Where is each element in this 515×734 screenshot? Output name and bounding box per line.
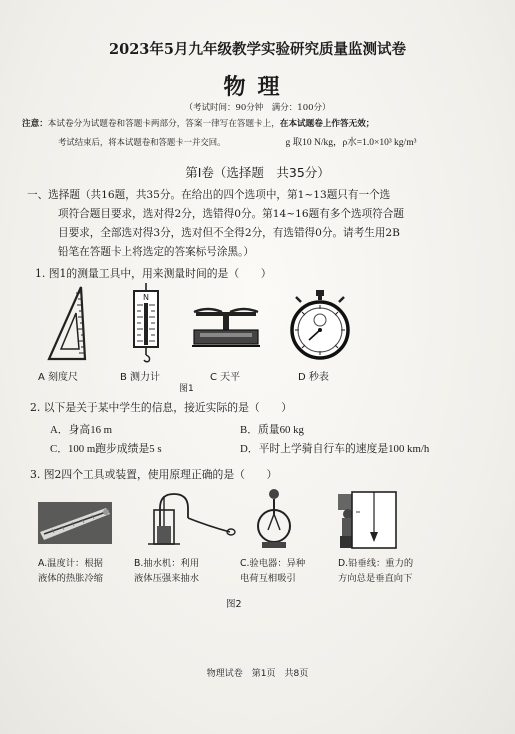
water-pump-illustration: [140, 488, 240, 548]
fig2-label-b-line1: B.抽水机：利用: [134, 558, 200, 569]
physical-constants: g 取10 N/kg，ρ水=1.0×10³ kg/m³: [285, 138, 417, 148]
figure-2-caption: 图2: [226, 599, 242, 610]
q2-option-c: C．100 m跑步成绩是5 s: [50, 443, 162, 455]
fig2-label-c: [240, 556, 305, 586]
exam-title: 2023年5月九年级教学实验研究质量监测试卷: [109, 41, 406, 58]
fig1-label-a: A 刻度尺: [38, 372, 79, 383]
question-1-stem: 1. 图1的测量工具中，用来测量时间的是（ ）: [35, 267, 272, 280]
section-instruction-3: 目要求，全部选对得3分，选对但不全得2分，有选错得0分。请考生用2B: [58, 227, 400, 239]
fig2-label-d-line2: 方向总是垂直向下: [338, 573, 413, 584]
fig2-label-b-line2: 液体压强来抽水: [134, 573, 200, 584]
fig2-label-d: [338, 556, 413, 586]
notice-text-1: 本试卷分为试题卷和答题卡两部分，答案一律写在答题卡上，: [47, 119, 280, 129]
section-instruction-4: 铅笔在答题卡上将选定的答案标号涂黑。）: [58, 246, 254, 258]
q2-option-a: A．身高16 m: [50, 424, 113, 436]
fig2-label-a-line2: 液体的热胀冷缩: [38, 573, 104, 584]
question-2-stem: 2. 以下是关于某中学生的信息，接近实际的是（ ）: [30, 401, 293, 414]
spring-scale-illustration: [130, 283, 162, 363]
notice-text-1-bold: 在本试题卷上作答无效；: [279, 119, 375, 129]
fig2-label-d-line1: D.铅垂线：重力的: [338, 558, 414, 569]
q2-option-b: B．质量60 kg: [240, 424, 304, 436]
part-1-title: 第Ⅰ卷（选择题 共35分）: [185, 165, 330, 180]
plumb-line-illustration: [338, 490, 398, 552]
fig2-label-c-line1: C.验电器：异种: [240, 558, 306, 569]
exam-info: （考试时间：90分钟 满分：100分）: [184, 103, 331, 113]
ruler-triangle-illustration: [45, 283, 93, 363]
thermometer-illustration: [38, 502, 112, 544]
fig2-label-c-line2: 电荷互相吸引: [240, 573, 296, 584]
svg-text:N: N: [143, 293, 149, 302]
fig1-label-c: C 天平: [210, 372, 241, 383]
fig2-label-a-line1: A.温度计：根据: [38, 558, 103, 569]
notice-line-2: [58, 134, 416, 148]
notice-line-1: [22, 117, 374, 129]
fig1-label-b: B 测力计: [120, 372, 161, 383]
notice-label: 注意：: [22, 119, 48, 129]
subject-title: 物理: [223, 75, 292, 100]
question-3-stem: 3. 图2四个工具或装置，使用原理正确的是（ ）: [30, 468, 278, 481]
fig2-label-b: [134, 556, 199, 586]
section-instruction-2: 项符合题目要求，选对得2分，选错得0分。第14~16题有多个选项符合题: [58, 208, 404, 220]
section-instruction-1: 一、选择题（共16题，共35分。在给出的四个选项中，第1~13题只有一个选: [27, 189, 391, 201]
q2-option-d: D．平时上学骑自行车的速度是100 km/h: [240, 443, 430, 455]
fig1-label-d: D 秒表: [298, 372, 329, 383]
notice-text-2: 考试结束后，将本试题卷和答题卡一并交回。: [58, 137, 226, 147]
figure-1-caption: 图1: [179, 384, 194, 394]
page-footer: 物理试卷 第1页 共8页: [206, 669, 309, 679]
electroscope-illustration: [254, 488, 294, 550]
balance-scale-illustration: [190, 300, 262, 350]
fig2-label-a: [38, 556, 103, 586]
stopwatch-illustration: [289, 290, 351, 362]
